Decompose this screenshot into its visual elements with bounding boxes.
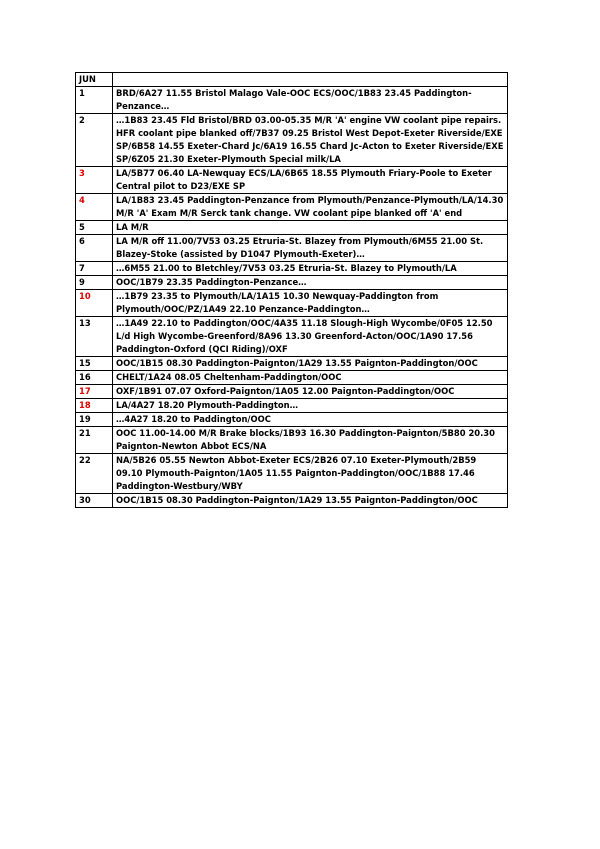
loco-log-table bbox=[75, 72, 508, 508]
table-row bbox=[76, 427, 508, 454]
entry-cell: …1B83 23.45 Fld Bristol/BRD 03.00-05.35 M/R 'A' engine VW coolant pipe repairs. HFR coolant pipe blanked off/7B37 09.25 Bristol West Depot-Exeter Riverside/EXE SP/6B58 14.55 Exeter-Chard Jc/6A19 16.55 Chard Jc-Acton to Exeter Riverside/EXE SP/6Z05 21.30 Exeter-Plymouth Special milk/LA bbox=[113, 114, 508, 167]
table-row bbox=[76, 290, 508, 317]
table-row bbox=[76, 221, 508, 235]
day-cell: 19 bbox=[76, 413, 113, 427]
table-row bbox=[76, 194, 508, 221]
table-row bbox=[76, 385, 508, 399]
table-row bbox=[76, 87, 508, 114]
day-cell: 30 bbox=[76, 494, 113, 508]
entry-cell: OOC/1B15 08.30 Paddington-Paignton/1A29 13.55 Paignton-Paddington/OOC bbox=[113, 357, 508, 371]
day-cell: 3 bbox=[76, 167, 113, 194]
table-row bbox=[76, 357, 508, 371]
table-row bbox=[76, 413, 508, 427]
day-cell: 1 bbox=[76, 87, 113, 114]
header-entry-cell bbox=[113, 73, 508, 87]
day-cell: 21 bbox=[76, 427, 113, 454]
entry-cell: LA/5B77 06.40 LA-Newquay ECS/LA/6B65 18.55 Plymouth Friary-Poole to Exeter Central pilot to D23/EXE SP bbox=[113, 167, 508, 194]
header-row bbox=[76, 73, 508, 87]
table-row bbox=[76, 494, 508, 508]
table-row bbox=[76, 454, 508, 494]
day-cell: 15 bbox=[76, 357, 113, 371]
day-cell: 9 bbox=[76, 276, 113, 290]
entry-cell: OXF/1B91 07.07 Oxford-Paignton/1A05 12.00 Paignton-Paddington/OOC bbox=[113, 385, 508, 399]
entry-cell: LA/4A27 18.20 Plymouth-Paddington… bbox=[113, 399, 508, 413]
table-row bbox=[76, 276, 508, 290]
entry-cell: BRD/6A27 11.55 Bristol Malago Vale-OOC ECS/OOC/1B83 23.45 Paddington-Penzance… bbox=[113, 87, 508, 114]
day-cell: 7 bbox=[76, 262, 113, 276]
entry-cell: LA M/R off 11.00/7V53 03.25 Etruria-St. Blazey from Plymouth/6M55 21.00 St. Blazey-Stoke (assisted by D1047 Plymouth-Exeter)… bbox=[113, 235, 508, 262]
table-row bbox=[76, 371, 508, 385]
day-cell: 13 bbox=[76, 317, 113, 357]
entry-cell: LA/1B83 23.45 Paddington-Penzance from Plymouth/Penzance-Plymouth/LA/14.30 M/R 'A' Exam M/R Serck tank change. VW coolant pipe blanked off 'A' end bbox=[113, 194, 508, 221]
table-row bbox=[76, 235, 508, 262]
entry-cell: OOC 11.00-14.00 M/R Brake blocks/1B93 16.30 Paddington-Paignton/5B80 20.30 Paignton-Newton Abbot ECS/NA bbox=[113, 427, 508, 454]
entry-cell: …1B79 23.35 to Plymouth/LA/1A15 10.30 Newquay-Paddington from Plymouth/OOC/PZ/1A49 22.10 Penzance-Paddington… bbox=[113, 290, 508, 317]
day-cell: 18 bbox=[76, 399, 113, 413]
day-cell: 5 bbox=[76, 221, 113, 235]
day-cell: 6 bbox=[76, 235, 113, 262]
entry-cell: …1A49 22.10 to Paddington/OOC/4A35 11.18 Slough-High Wycombe/0F05 12.50 L/d High Wycombe-Greenford/8A96 13.30 Greenford-Acton/OOC/1A90 17.56 Paddington-Oxford (QCI Riding)/OXF bbox=[113, 317, 508, 357]
table-row bbox=[76, 262, 508, 276]
table-row bbox=[76, 167, 508, 194]
day-cell: 16 bbox=[76, 371, 113, 385]
day-cell: 10 bbox=[76, 290, 113, 317]
entry-cell: OOC/1B79 23.35 Paddington-Penzance… bbox=[113, 276, 508, 290]
entry-cell: OOC/1B15 08.30 Paddington-Paignton/1A29 13.55 Paignton-Paddington/OOC bbox=[113, 494, 508, 508]
table-row bbox=[76, 114, 508, 167]
day-cell: 2 bbox=[76, 114, 113, 167]
entry-cell: NA/5B26 05.55 Newton Abbot-Exeter ECS/2B26 07.10 Exeter-Plymouth/2B59 09.10 Plymouth-Paignton/1A05 11.55 Paignton-Paddington/OOC/1B88 17.46 Paddington-Westbury/WBY bbox=[113, 454, 508, 494]
day-cell: 22 bbox=[76, 454, 113, 494]
entry-cell: …4A27 18.20 to Paddington/OOC bbox=[113, 413, 508, 427]
day-cell: 4 bbox=[76, 194, 113, 221]
day-cell: 17 bbox=[76, 385, 113, 399]
entry-cell: CHELT/1A24 08.05 Cheltenham-Paddington/OOC bbox=[113, 371, 508, 385]
entry-cell: …6M55 21.00 to Bletchley/7V53 03.25 Etruria-St. Blazey to Plymouth/LA bbox=[113, 262, 508, 276]
entry-cell: LA M/R bbox=[113, 221, 508, 235]
table-row bbox=[76, 399, 508, 413]
table-row bbox=[76, 317, 508, 357]
month-header: JUN bbox=[76, 73, 113, 87]
